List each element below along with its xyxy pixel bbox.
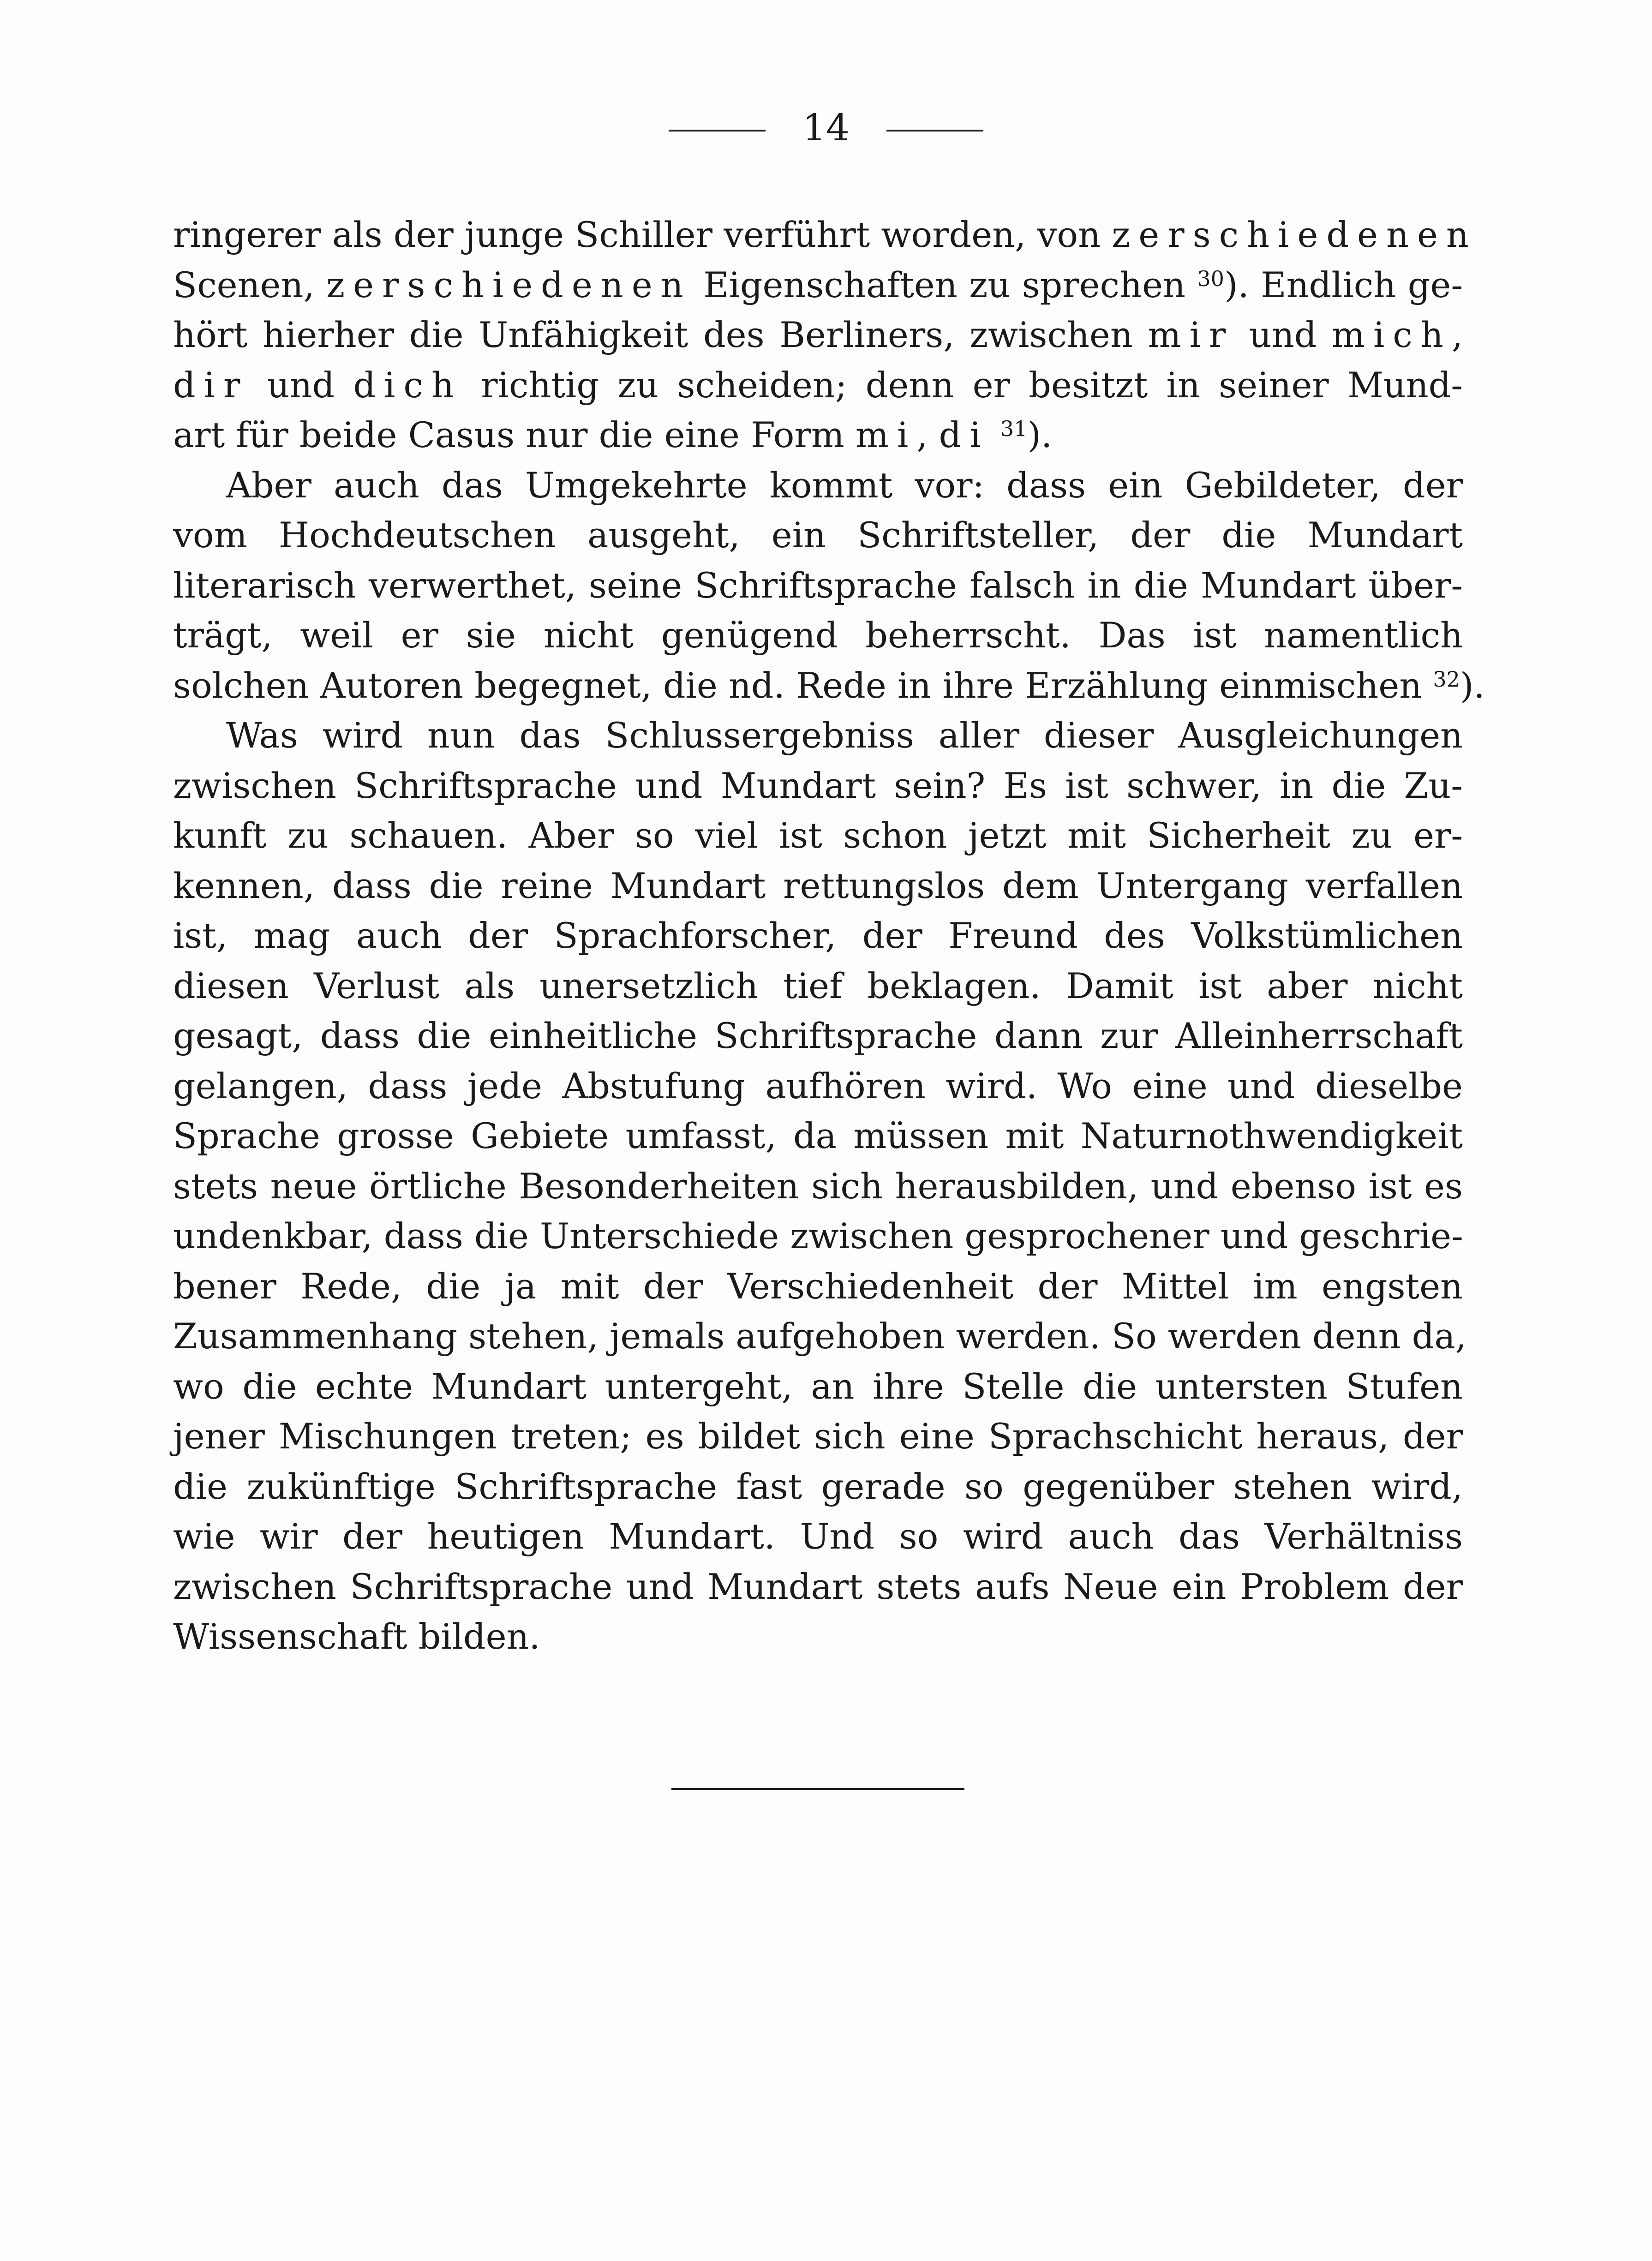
text-run: ist, mag auch der Sprachforscher, der Freund des Volkstümlichen (173, 915, 1463, 956)
header-rule-right (886, 130, 983, 132)
text-run: ringerer als der junge Schiller verführt worden, von (173, 214, 1112, 255)
spaced-word: dich (353, 364, 462, 406)
text-run: Sprache grosse Gebiete umfasst, da müssen mit Naturnothwendigkeit (173, 1115, 1463, 1156)
text-line (173, 360, 1463, 411)
text-line (173, 1311, 1466, 1362)
text-run: wie wir der heutigen Mundart. Und so wird auch das Verhältniss (173, 1516, 1463, 1557)
text-line (173, 310, 1463, 360)
text-line (173, 610, 1463, 661)
footnote-ref: 30 (1197, 266, 1224, 291)
text-run: gesagt, dass die einheitliche Schriftsprache dann zur Alleinherrschaft (173, 1015, 1463, 1056)
text-run: richtig zu scheiden; denn er besitzt in seiner Mund- (462, 364, 1463, 406)
text-run: Wissenschaft bilden. (173, 1616, 540, 1657)
text-run: Was wird nun das Schlussergebniss aller dieser Ausgleichungen (226, 715, 1463, 756)
spaced-word: mir (1148, 314, 1234, 355)
text-run: zwischen Schriftsprache und Mundart stets aufs Neue ein Problem der (173, 1566, 1463, 1607)
text-line (173, 1161, 1463, 1212)
footnote-ref: 32 (1433, 666, 1460, 692)
page-number: 14 (802, 106, 850, 149)
text-line (173, 1562, 1463, 1612)
text-run: vom Hochdeutschen ausgeht, ein Schriftsteller, der die Mundart (173, 514, 1463, 556)
text-line (173, 1412, 1463, 1462)
text-run: Scenen, (173, 264, 327, 305)
text-line (173, 561, 1463, 611)
text-run: ). (1460, 664, 1485, 706)
text-run: Aber auch das Umgekehrte kommt vor: dass ein Gebildeter, der (226, 464, 1463, 506)
text-line (173, 811, 1463, 861)
text-line (173, 1011, 1463, 1061)
text-run: stets neue örtliche Besonderheiten sich herausbilden, und ebenso ist es (173, 1165, 1463, 1207)
text-line (173, 1512, 1463, 1562)
end-rule (671, 1788, 964, 1790)
text-run: , (1451, 314, 1463, 355)
text-run: ). Endlich ge- (1224, 264, 1463, 305)
body-text (173, 210, 1485, 1662)
text-run: literarisch verwerthet, seine Schriftsprache falsch in die Mundart über- (173, 564, 1463, 606)
header-rule-left (669, 130, 766, 132)
text-run (989, 414, 1000, 455)
text-run: Eigenschaften zu sprechen (691, 264, 1197, 305)
text-run: solchen Autoren begegnet, die nd. Rede in ihre Erzählung einmischen (173, 664, 1433, 706)
text-run: und (248, 364, 353, 406)
text-line (173, 510, 1463, 561)
spaced-word: dir (173, 364, 249, 406)
text-line (173, 761, 1463, 811)
spaced-word: zerschiedenen (1112, 214, 1477, 255)
text-line (173, 1612, 1463, 1662)
text-line (173, 711, 1463, 761)
spaced-word: mich (1331, 314, 1452, 355)
text-run: kunft zu schauen. Aber so viel ist schon jetzt mit Sicherheit zu er- (173, 815, 1463, 856)
text-run: art für beide Casus nur die eine Form (173, 414, 856, 455)
spaced-word: zerschiedenen (326, 264, 692, 305)
footnote-ref: 31 (1000, 416, 1028, 441)
text-line (173, 461, 1463, 511)
text-line (173, 1111, 1463, 1161)
text-line (173, 961, 1463, 1011)
spaced-word: mi (855, 414, 917, 455)
text-run: jener Mischungen treten; es bildet sich eine Sprachschicht heraus, der (173, 1416, 1463, 1457)
text-line (173, 1462, 1463, 1512)
text-line (173, 861, 1463, 911)
text-run: undenkbar, dass die Unterschiede zwischen gesprochener und geschrie- (173, 1215, 1463, 1256)
text-line (173, 260, 1463, 311)
text-run: die zukünftige Schriftsprache fast gerade so gegenüber stehen wird, (173, 1465, 1463, 1507)
text-run: zwischen Schriftsprache und Mundart sein? Es ist schwer, in die Zu- (173, 765, 1463, 806)
text-run: gelangen, dass jede Abstufung aufhören wird. Wo eine und dieselbe (173, 1065, 1463, 1107)
text-line (173, 1362, 1463, 1412)
text-line (173, 911, 1463, 961)
text-run: Zusammenhang stehen, jemals aufgehoben werden. So werden denn da, (173, 1316, 1466, 1357)
text-line (173, 410, 1463, 461)
text-run: wo die echte Mundart untergeht, an ihre Stelle die untersten Stufen (173, 1365, 1463, 1407)
spaced-word: di (939, 414, 989, 455)
text-line (173, 661, 1485, 711)
text-run: trägt, weil er sie nicht genügend beherrscht. Das ist namentlich (173, 615, 1463, 656)
text-line (173, 1211, 1463, 1262)
text-run: und (1234, 314, 1332, 355)
text-line (173, 1262, 1463, 1312)
text-run: hört hierher die Unfähigkeit des Berliners, zwischen (173, 314, 1148, 355)
text-run: bener Rede, die ja mit der Verschiedenheit der Mittel im engsten (173, 1265, 1463, 1307)
text-line (173, 1061, 1463, 1112)
text-run: kennen, dass die reine Mundart rettungslos dem Untergang verfallen (173, 865, 1463, 906)
text-run: , (916, 414, 939, 455)
page-header (0, 106, 1652, 149)
text-run: ). (1027, 414, 1053, 455)
text-run: diesen Verlust als unersetzlich tief beklagen. Damit ist aber nicht (173, 965, 1463, 1006)
text-line (173, 210, 1477, 260)
